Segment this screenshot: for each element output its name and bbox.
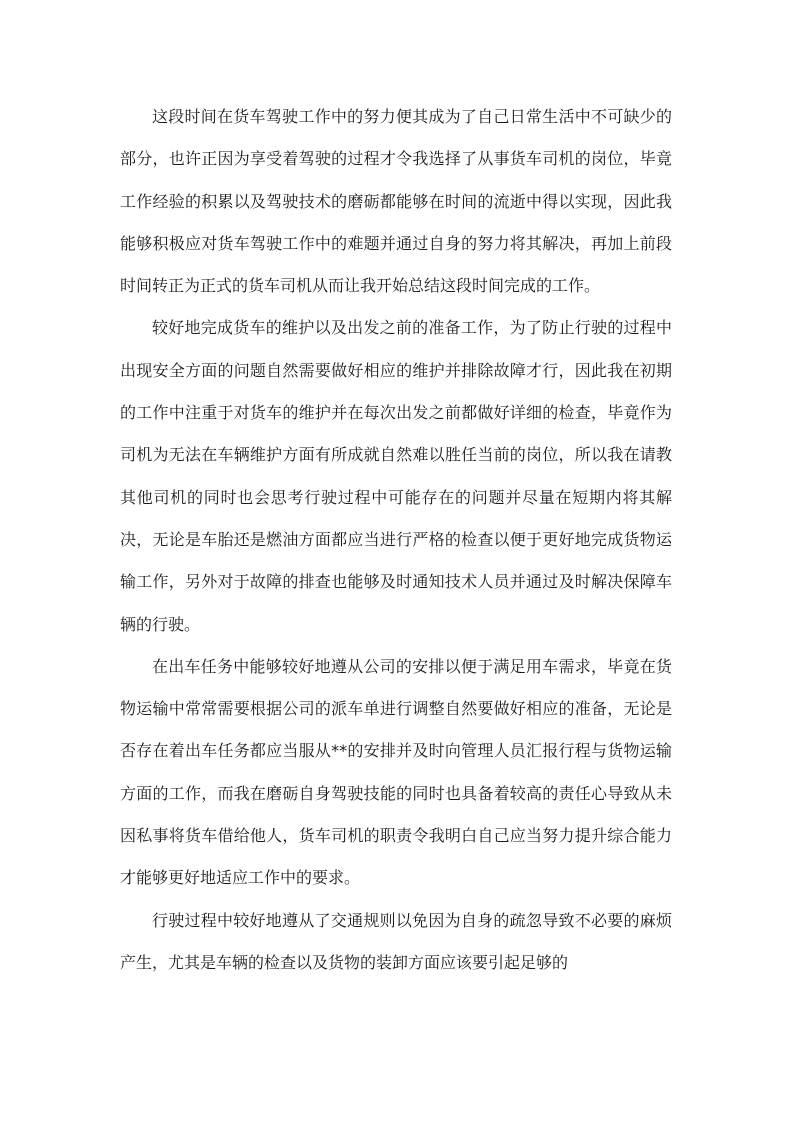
paragraph-3: 在出车任务中能够较好地遵从公司的安排以便于满足用车需求，毕竟在货物运输中常常需要根据公司的派车单进行调整自然要做好相应的准备，无论是否存在着出车任务都应当服从**的安排并及时向管理人员汇报行程与货物运输方面的工作，而我在磨砺自身驾驶技能的同时也具备着较高的责任心导致从未因私事将货车借给他人，货车司机的职责令我明白自己应当努力提升综合能力才能够更好地适应工作中的要求。 (120, 656, 672, 888)
paragraph-1: 这段时间在货车驾驶工作中的努力便其成为了自己日常生活中不可缺少的部分，也许正因为享受着驾驶的过程才令我选择了从事货车司机的岗位，毕竟工作经验的积累以及驾驶技术的磨砺都能够在时间的流逝中得以实现，因此我能够积极应对货车驾驶工作中的难题并通过自身的努力将其解决，再加上前段时间转正为正式的货车司机从而让我开始总结这段时间完成的工作。 (120, 107, 672, 296)
document-body (120, 96, 672, 984)
paragraph-4: 行驶过程中较好地遵从了交通规则以免因为自身的疏忽导致不必要的麻烦产生，尤其是车辆的检查以及货物的装卸方面应该要引起足够的 (120, 910, 672, 972)
paragraph-2: 较好地完成货车的维护以及出发之前的准备工作，为了防止行驶的过程中出现安全方面的问题自然需要做好相应的维护并排除故障才行，因此我在初期的工作中注重于对货车的维护并在每次出发之前都做好详细的检查，毕竟作为司机为无法在车辆维护方面有所成就自然难以胜任当前的岗位，所以我在请教其他司机的同时也会思考行驶过程中可能存在的问题并尽量在短期内将其解决，无论是车胎还是燃油方面都应当进行严格的检查以便于更好地完成货物运输工作，另外对于故障的排查也能够及时通知技术人员并通过及时解决保障车辆的行驶。 (120, 318, 672, 634)
